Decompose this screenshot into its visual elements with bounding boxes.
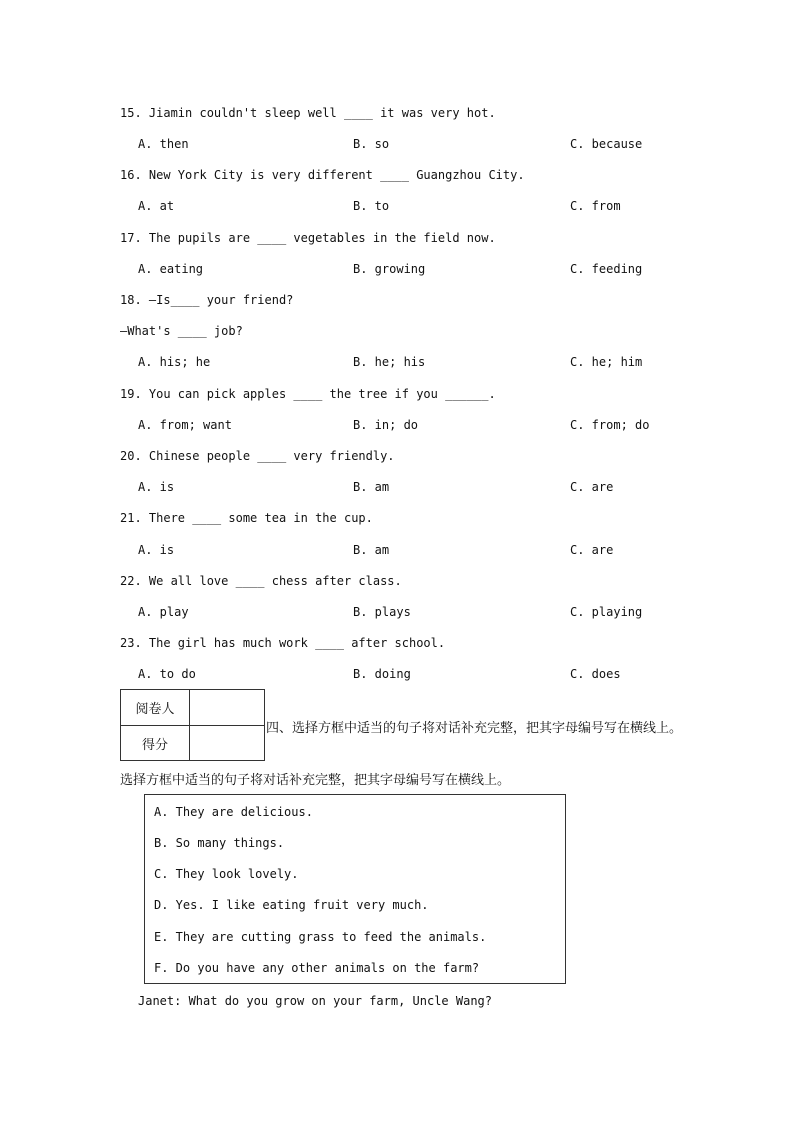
question-17-option-c: C. feeding [570,262,643,276]
question-23-stem: 23. The girl has much work ____ after school. [120,636,446,650]
question-15-option-b: B. so [353,137,390,151]
question-16-option-a: A. at [138,199,175,213]
question-23-option-c: C. does [570,667,621,681]
question-21-option-a: A. is [138,543,175,557]
question-22-option-b: B. plays [353,605,411,619]
question-17-option-a: A. eating [138,262,204,276]
question-19-stem: 19. You can pick apples ____ the tree if you ______. [120,387,496,401]
sentence-options-box [144,794,566,984]
question-21-stem: 21. There ____ some tea in the cup. [120,511,373,525]
question-20-option-a: A. is [138,480,175,494]
sentence-option-e: E. They are cutting grass to feed the animals. [154,930,487,944]
score-cell [190,726,264,761]
question-18-stem: 18. —Is____ your friend? [120,293,294,307]
score-label: 得分 [121,726,190,761]
question-18-option-c: C. he; him [570,355,643,369]
section-instruction: 选择方框中适当的句子将对话补充完整，把其字母编号写在横线上。 [120,773,511,788]
reviewer-cell [190,690,264,725]
question-21-option-c: C. are [570,543,614,557]
question-19-option-c: C. from; do [570,418,650,432]
question-17-stem: 17. The pupils are ____ vegetables in the field now. [120,231,496,245]
question-18-option-b: B. he; his [353,355,426,369]
question-15-stem: 15. Jiamin couldn't sleep well ____ it was very hot. [120,106,496,120]
question-22-stem: 22. We all love ____ chess after class. [120,574,402,588]
question-16-option-c: C. from [570,199,621,213]
question-17-option-b: B. growing [353,262,426,276]
score-box-score-row [121,726,264,761]
dialogue-line-1: Janet: What do you grow on your farm, Uncle Wang? [138,994,493,1008]
score-box [120,689,265,761]
sentence-option-d: D. Yes. I like eating fruit very much. [154,898,429,912]
question-18-stem-line2: —What's ____ job? [120,324,243,338]
question-15-option-a: A. then [138,137,189,151]
question-20-option-b: B. am [353,480,390,494]
question-22-option-c: C. playing [570,605,643,619]
reviewer-label: 阅卷人 [121,690,190,725]
question-16-option-b: B. to [353,199,390,213]
sentence-option-b: B. So many things. [154,836,285,850]
question-18-option-a: A. his; he [138,355,211,369]
question-19-option-b: B. in; do [353,418,419,432]
sentence-option-f: F. Do you have any other animals on the farm? [154,961,480,975]
question-21-option-b: B. am [353,543,390,557]
question-20-option-c: C. are [570,480,614,494]
question-23-option-a: A. to do [138,667,196,681]
question-22-option-a: A. play [138,605,189,619]
question-16-stem: 16. New York City is very different ____ Guangzhou City. [120,168,525,182]
sentence-option-c: C. They look lovely. [154,867,299,881]
section-heading: 四、选择方框中适当的句子将对话补充完整，把其字母编号写在横线上。 [266,721,683,736]
question-15-option-c: C. because [570,137,643,151]
question-19-option-a: A. from; want [138,418,232,432]
question-20-stem: 20. Chinese people ____ very friendly. [120,449,395,463]
question-23-option-b: B. doing [353,667,411,681]
sentence-option-a: A. They are delicious. [154,805,313,819]
score-box-reviewer-row [121,690,264,726]
